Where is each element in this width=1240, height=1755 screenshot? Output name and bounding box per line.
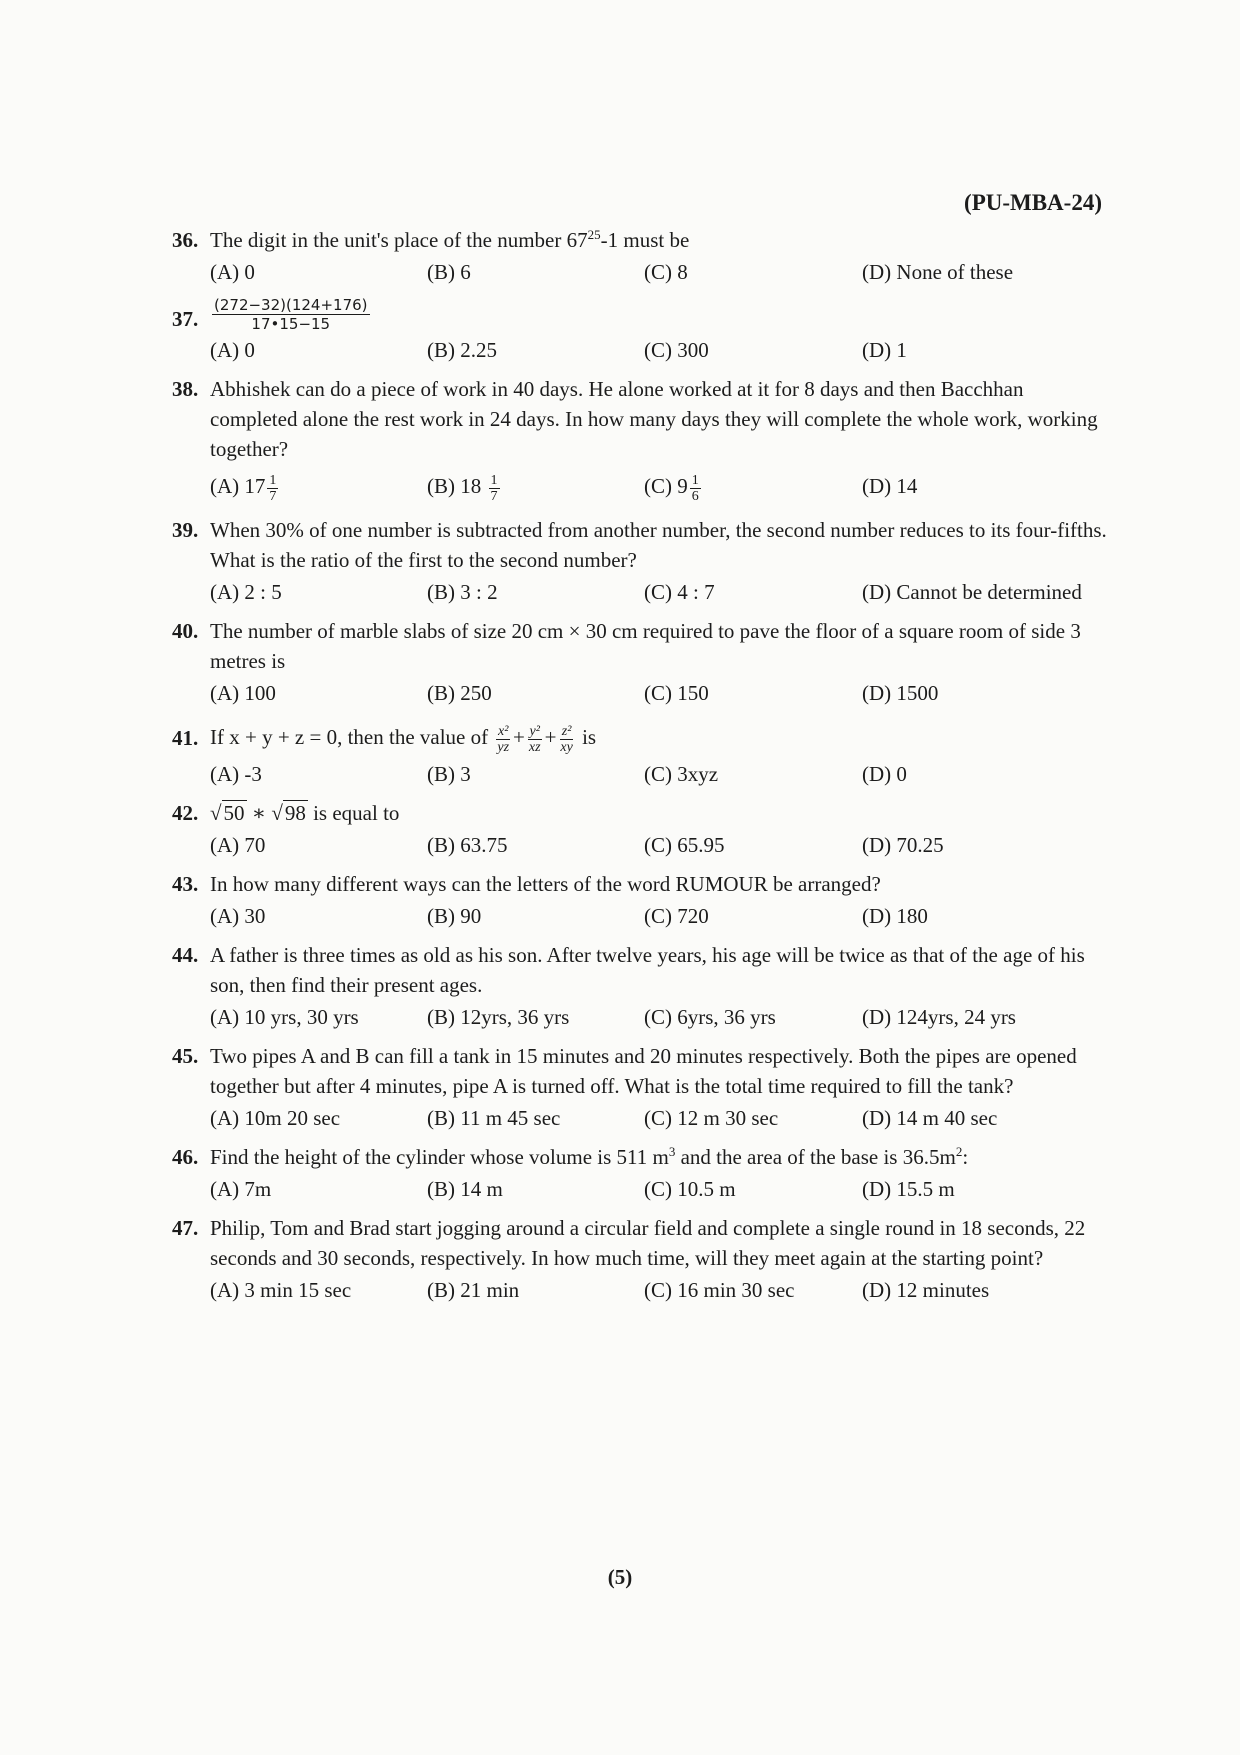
question-42 — [172, 798, 1112, 862]
paper-code: (PU-MBA-24) — [964, 190, 1102, 215]
options — [172, 333, 1112, 367]
question-43 — [172, 869, 1112, 933]
question-number: 37. — [172, 307, 199, 331]
question-text: In how many different ways can the letters of the word RUMOUR be arranged? — [210, 872, 881, 896]
question-number: 46. — [172, 1145, 199, 1169]
option-b: (B) 2.25 — [427, 338, 497, 362]
option-a: (A) 0 — [210, 338, 255, 362]
option-c: (C) 10.5 m — [644, 1177, 736, 1201]
option-b: (B) 21 min — [427, 1278, 520, 1302]
question-text: Abhishek can do a piece of work in 40 days. He alone worked at it for 8 days and then Bacchhan completed alone the rest work in 24 days. In how many days they will complete the whole work, working together? — [210, 377, 1098, 461]
options — [172, 828, 1112, 862]
option-b: (B) 250 — [427, 681, 492, 705]
option-c: (C) 4 : 7 — [644, 580, 715, 604]
option-b: (B) 18 $\frac{1}{7}$ — [427, 472, 498, 504]
option-a: (A) 10 yrs, 30 yrs — [210, 1005, 359, 1029]
question-text: √50 ∗ √98 is equal to — [172, 798, 1112, 828]
question-text: Philip, Tom and Brad start jogging around a circular field and complete a single round in 18 seconds, 22 seconds and 30 seconds, respectively. In how much time, will they meet again at the starting point? — [210, 1216, 1086, 1270]
question-number: 47. — [172, 1216, 199, 1240]
option-c: (C) 720 — [644, 904, 709, 928]
question-text — [172, 296, 1112, 333]
question-number: 36. — [172, 228, 199, 252]
question-39 — [172, 515, 1112, 609]
question-text: If x + y + z = 0, then the value of $\frac{\text{x²}}{yz}$ + $\frac{\text{y²}}{xz}$ + $\frac{\text{z²}}{xy}$ is — [210, 723, 597, 755]
option-a: (A) 0 — [210, 260, 255, 284]
question-number: 40. — [172, 619, 199, 643]
options — [172, 1172, 1112, 1206]
square-root: √98 — [271, 801, 306, 825]
option-c: (C) 6yrs, 36 yrs — [644, 1005, 776, 1029]
options — [172, 464, 1112, 508]
option-b: (B) 3 : 2 — [427, 580, 498, 604]
option-d: (D) 124yrs, 24 yrs — [862, 1005, 1016, 1029]
question-number: 42. — [172, 801, 199, 825]
option-c: (C) 9 $\frac{1}{6}$ — [644, 472, 699, 504]
options — [172, 1101, 1112, 1135]
option-d: (D) None of these — [862, 260, 1014, 284]
option-b: (B) 90 — [427, 904, 482, 928]
option-a: (A) 7m — [210, 1177, 272, 1201]
question-38 — [172, 374, 1112, 508]
option-c: (C) 12 m 30 sec — [644, 1106, 779, 1130]
question-text: Two pipes A and B can fill a tank in 15 minutes and 20 minutes respectively. Both the pipes are opened together but after 4 minutes, pipe A is turned off. What is the total time required to fill the tank? — [210, 1044, 1077, 1098]
question-36 — [172, 225, 1112, 289]
options — [172, 899, 1112, 933]
options — [172, 1000, 1112, 1034]
option-d: (D) 12 minutes — [862, 1278, 990, 1302]
option-b: (B) 6 — [427, 260, 471, 284]
question-number: 39. — [172, 518, 199, 542]
question-40 — [172, 616, 1112, 710]
options — [172, 676, 1112, 710]
expression-fraction: $\frac{(272-32)(124+176)}{17•15-15}$ — [214, 296, 368, 333]
option-a: (A) -3 — [210, 762, 262, 786]
option-d: (D) 14 — [862, 474, 918, 498]
option-c: (C) 3xyz — [644, 762, 719, 786]
options — [172, 757, 1112, 791]
option-d: (D) 180 — [862, 904, 928, 928]
option-c: (C) 65.95 — [644, 833, 725, 857]
question-46 — [172, 1142, 1112, 1206]
question-text: The digit in the unit's place of the number $67^{25}-1$ must be — [210, 227, 690, 252]
option-a: (A) 70 — [210, 833, 266, 857]
question-text: Find the height of the cylinder whose volume is 511 $m^3$ and the area of the base is $36.5m^2$: — [210, 1144, 969, 1169]
page-number: (5) — [607, 1565, 633, 1589]
option-c: (C) 8 — [644, 260, 688, 284]
question-45 — [172, 1041, 1112, 1135]
options — [172, 575, 1112, 609]
option-a: (A) 3 min 15 sec — [210, 1278, 352, 1302]
question-text: A father is three times as old as his son. After twelve years, his age will be twice as that of the age of his son, then find their present ages. — [210, 943, 1085, 997]
option-b: (B) 14 m — [427, 1177, 503, 1201]
options — [172, 1273, 1112, 1307]
option-c: (C) 300 — [644, 338, 709, 362]
option-d: (D) 15.5 m — [862, 1177, 955, 1201]
question-number: 41. — [172, 726, 199, 750]
option-b: (B) 12yrs, 36 yrs — [427, 1005, 570, 1029]
option-d: (D) 14 m 40 sec — [862, 1106, 998, 1130]
option-a: (A) 30 — [210, 904, 266, 928]
question-number: 43. — [172, 872, 199, 896]
question-text: The number of marble slabs of size 20 cm × 30 cm required to pave the floor of a square room of side 3 metres is — [210, 619, 1081, 673]
question-37 — [172, 296, 1112, 367]
option-d: (D) 70.25 — [862, 833, 944, 857]
option-a: (A) 17 $\frac{1}{7}$ — [210, 472, 277, 504]
option-d: (D) 0 — [862, 762, 907, 786]
option-b: (B) 63.75 — [427, 833, 508, 857]
option-d: (D) 1 — [862, 338, 907, 362]
question-number: 38. — [172, 377, 199, 401]
option-d: (D) 1500 — [862, 681, 939, 705]
question-number: 45. — [172, 1044, 199, 1068]
option-c: (C) 150 — [644, 681, 709, 705]
option-b: (B) 3 — [427, 762, 471, 786]
option-a: (A) 10m 20 sec — [210, 1106, 341, 1130]
option-b: (B) 11 m 45 sec — [427, 1106, 561, 1130]
option-c: (C) 16 min 30 sec — [644, 1278, 795, 1302]
question-text: When 30% of one number is subtracted from another number, the second number reduces to its four-fifths. What is the ratio of the first to the second number? — [210, 518, 1107, 572]
option-a: (A) 100 — [210, 681, 276, 705]
option-a: (A) 2 : 5 — [210, 580, 282, 604]
question-47 — [172, 1213, 1112, 1307]
question-list — [172, 225, 1112, 1314]
question-41 — [172, 717, 1112, 791]
options — [172, 255, 1112, 289]
question-number: 44. — [172, 943, 199, 967]
square-root: √50 — [210, 801, 245, 825]
question-44 — [172, 940, 1112, 1034]
option-d: (D) Cannot be determined — [862, 580, 1082, 604]
